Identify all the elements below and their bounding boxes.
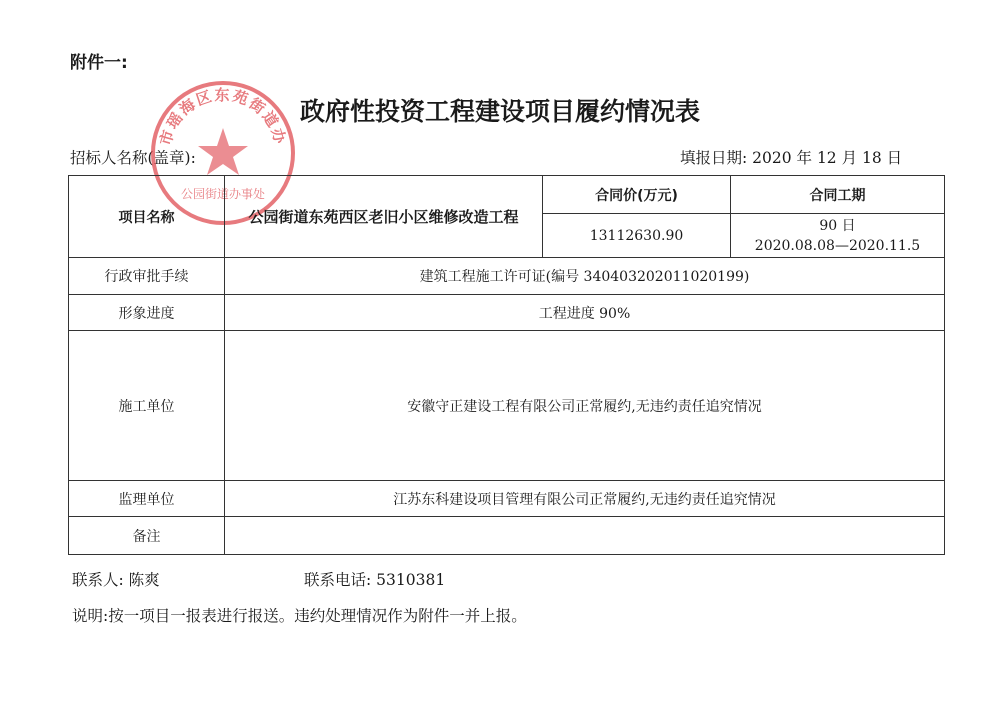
project-name-label: 项目名称	[69, 176, 225, 258]
contract-price-label: 合同价(万元)	[543, 176, 731, 214]
seal-sub-text: 公园街道办事处	[180, 187, 266, 201]
contract-period	[731, 214, 945, 258]
seal-text: 市瑶海区东苑街道办	[156, 86, 290, 148]
remarks	[225, 517, 945, 555]
admin-approval: 建筑工程施工许可证(编号 340403202011020199)	[225, 258, 945, 295]
contact-phone: 联系电话: 5310381	[304, 571, 446, 589]
contact-person: 联系人: 陈爽	[72, 571, 160, 589]
performance-table	[68, 175, 945, 555]
project-name: 公园街道东苑西区老旧小区维修改造工程	[225, 176, 543, 258]
contract-price: 13112630.90	[543, 214, 731, 258]
duration-days: 90 日	[819, 217, 856, 234]
progress: 工程进度 90%	[225, 295, 945, 331]
contractor-label: 施工单位	[69, 331, 225, 481]
admin-approval-label: 行政审批手续	[69, 258, 225, 295]
contract-period-label: 合同工期	[731, 176, 945, 214]
contact-row	[72, 568, 446, 590]
svg-text:合肥市瑶海区东苑街道办事处	[148, 78, 290, 147]
contractor: 安徽守正建设工程有限公司正常履约,无违约责任追究情况	[225, 331, 945, 481]
progress-label: 形象进度	[69, 295, 225, 331]
duration-range: 2020.08.08—2020.11.5	[754, 237, 921, 254]
tenderer-label: 招标人名称(盖章):	[70, 149, 196, 167]
remarks-label: 备注	[69, 517, 225, 555]
fill-date: 填报日期: 2020 年 12 月 18 日	[680, 149, 903, 167]
note: 说明:按一项目一报表进行报送。违约处理情况作为附件一并上报。	[72, 607, 527, 625]
document-title: 政府性投资工程建设项目履约情况表	[299, 97, 700, 126]
supervisor-label: 监理单位	[69, 481, 225, 517]
supervisor: 江苏东科建设项目管理有限公司正常履约,无违约责任追究情况	[225, 481, 945, 517]
seal-star-icon	[198, 128, 248, 175]
annex-label: 附件一:	[70, 53, 128, 73]
